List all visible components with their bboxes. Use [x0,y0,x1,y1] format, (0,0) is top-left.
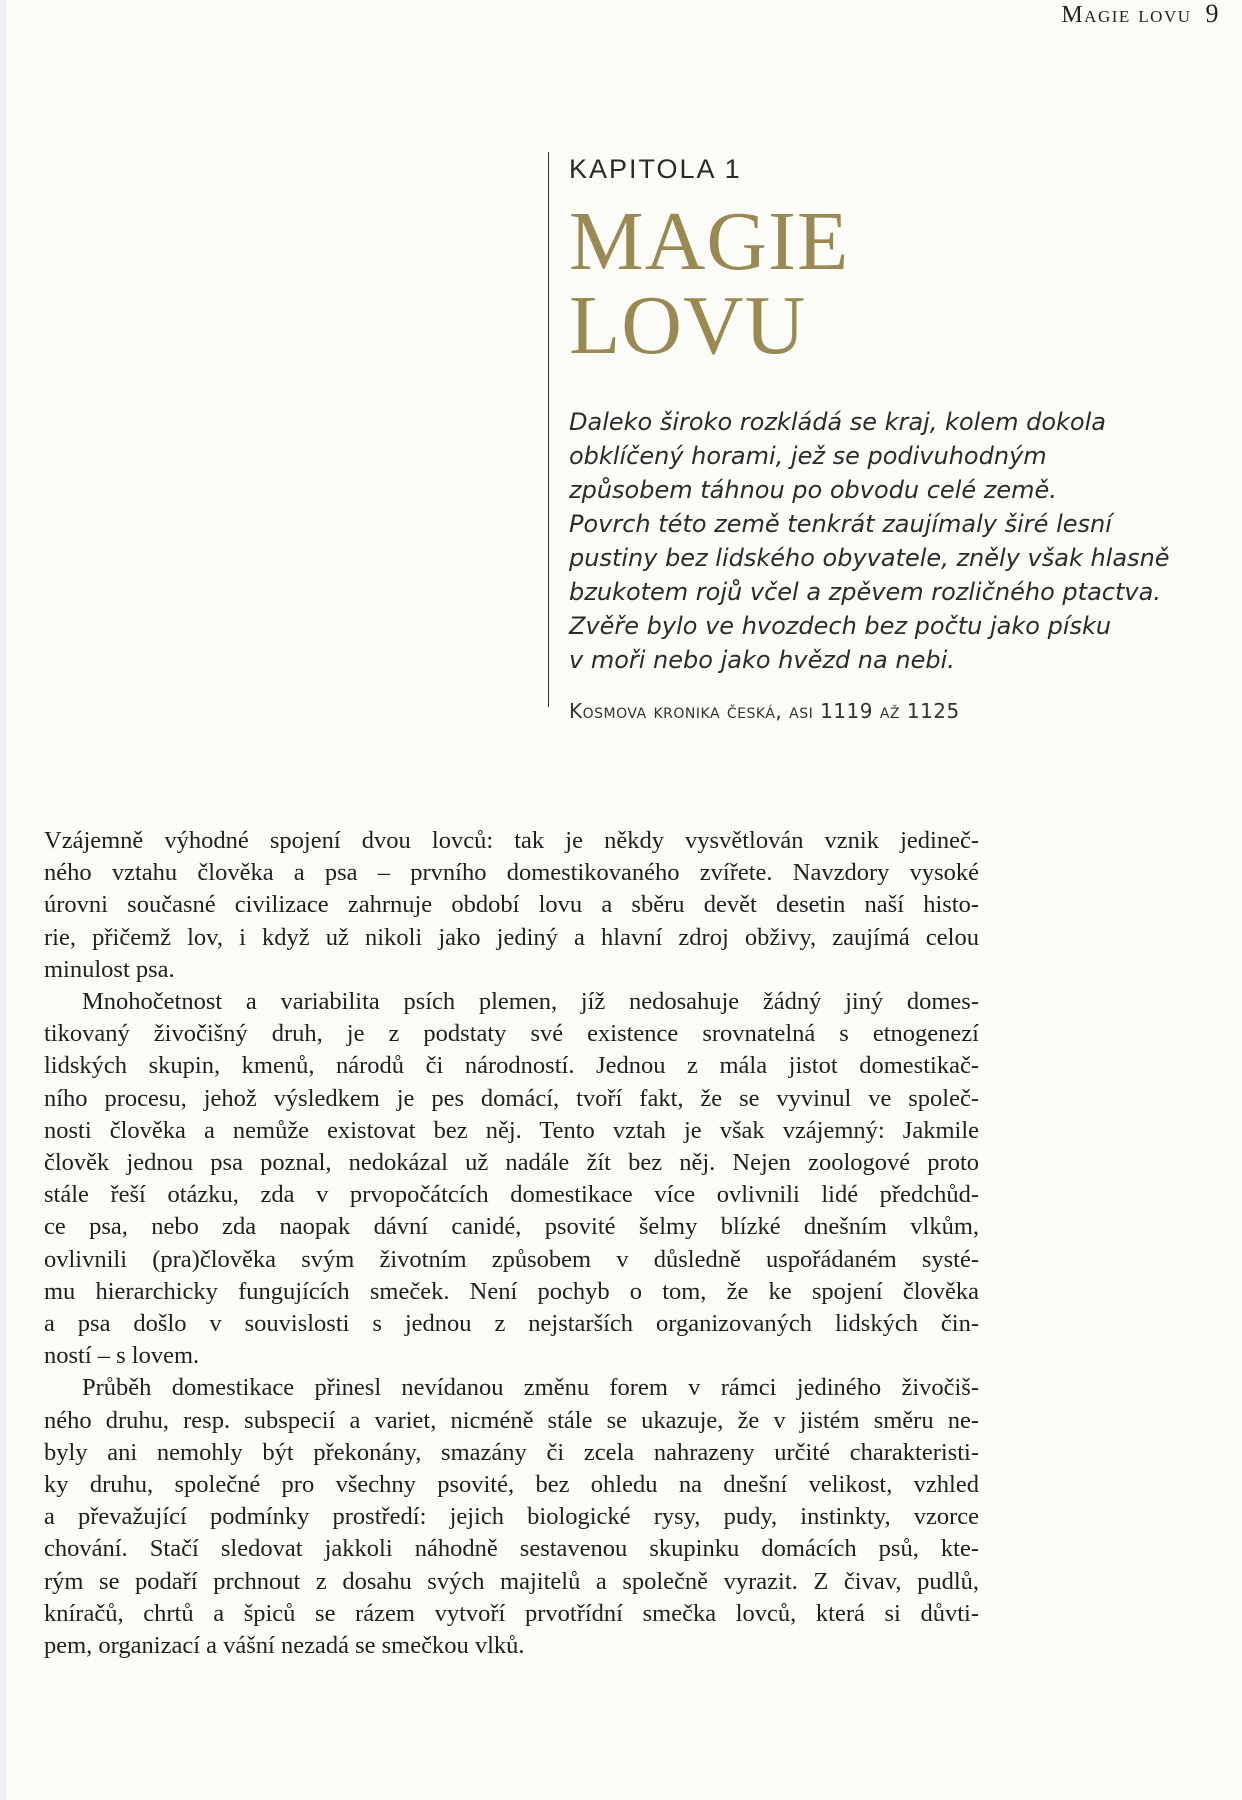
body-line: člověk jednou psa poznal, nedokázal už nadále žít bez něj. Nejen zoologové proto [44,1149,979,1177]
body-line: mu hierarchicky fungujících smeček. Není pochyb o tom, že ke spojení člověka [44,1277,979,1305]
body-line: pem, organizací a vášní nezadá se smečkou vlků. [44,1632,525,1660]
chapter-opening [548,152,1170,723]
body-line: rie, přičemž lov, i když už nikoli jako jediný a hlavní zdroj obživy, zaujímá celou [44,923,979,951]
body-line: stále řeší otázku, zda v prvopočátcích domestikace více ovlivnili lidé předchůd- [44,1181,979,1209]
body-line: minulost psa. [44,955,175,983]
epigraph-line: obklíčený horami, jež se podivuhodným [569,442,1047,470]
epigraph-line: pustiny bez lidského obyvatele, zněly však hlasně [569,544,1170,572]
running-header [1061,0,1220,29]
body-line: rým se podaří prchnout z dosahu svých majitelů a společně vyrazit. Z čivav, pudlů, [44,1567,979,1595]
body-line: a převažující podmínky prostředí: jejich biologické rysy, pudy, instinkty, vzorce [44,1503,979,1531]
body-line: Mnohočetnost a variabilita psích plemen, jíž nedosahuje žádný jiný domes- [82,988,979,1016]
body-line: ného druhu, resp. subspecií a variet, nicméně stále se ukazuje, že v jistém směru ne- [44,1406,979,1434]
epigraph-line: způsobem táhnou po obvodu celé země. [569,476,1057,504]
chapter-title-line: MAGIE [569,195,850,288]
page-number: 9 [1205,0,1220,28]
epigraph-line: bzukotem rojů včel a zpěvem rozličného ptactva. [569,578,1161,606]
chapter-title-line: LOVU [569,279,807,372]
epigraph-line: Daleko široko rozkládá se kraj, kolem dokola [569,408,1106,436]
page-edge-shadow [0,0,6,1800]
epigraph-line: Povrch této země tenkrát zaujímaly širé lesní [569,510,1112,538]
body-line: nosti člověka a nemůže existovat bez něj. Tento vztah je však vzájemný: Jakmile [44,1116,979,1144]
body-line: ností – s lovem. [44,1342,200,1370]
body-line: ního procesu, jehož výsledkem je pes domácí, tvoří fakt, že se vyvinul ve společ- [44,1084,979,1112]
body-line: ného vztahu člověka a psa – prvního domestikovaného zvířete. Navzdory vysoké [44,859,979,887]
body-line: tikovaný živočišný druh, je z podstaty své existence srovnatelná s etnogenezí [44,1020,979,1048]
body-line: ce psa, nebo zda naopak dávní canidé, psovité šelmy blízké dnešním vlkům, [44,1213,979,1241]
body-line: chování. Stačí sledovat jakkoli náhodně sestavenou skupinku domácích psů, kte- [44,1535,979,1563]
body-line: ky druhu, společné pro všechny psovité, bez ohledu na dnešní velikost, vzhled [44,1471,979,1499]
epigraph-line: Zvěře bylo ve hvozdech bez počtu jako písku [569,612,1112,640]
body-line: lidských skupin, kmenů, národů či národností. Jednou z mála jistot domestikač- [44,1052,979,1080]
body-line: Průběh domestikace přinesl nevídanou změnu forem v rámci jediného živočiš- [82,1374,979,1402]
body-line: kníračů, chrtů a špiců se rázem vytvoří prvotřídní smečka lovců, která si důvti- [44,1599,979,1627]
chapter-title [569,195,1129,372]
body-line: úrovni současné civilizace zahrnuje období lovu a sběru devět desetin naší histo- [44,891,979,919]
body-text [44,825,979,1662]
body-line: ovlivnili (pra)člověka svým životním způsobem v důsledně uspořádaném systé- [44,1245,979,1273]
body-line: a psa došlo v souvislosti s jednou z nejstarších organizovaných lidských čin- [44,1310,979,1338]
epigraph-source: Kosmova kronika česká, asi 1119 až 1125 [569,699,960,723]
chapter-label: KAPITOLA 1 [569,154,742,184]
running-title: Magie lovu [1061,2,1192,28]
epigraph [569,405,1170,677]
epigraph-line: v moři nebo jako hvězd na nebi. [569,646,955,674]
body-line: Vzájemně výhodné spojení dvou lovců: tak je někdy vysvětlován vznik jedineč- [44,827,979,854]
body-line: byly ani nemohly být překonány, smazány či zcela nahrazeny určité charakteristi- [44,1438,979,1466]
